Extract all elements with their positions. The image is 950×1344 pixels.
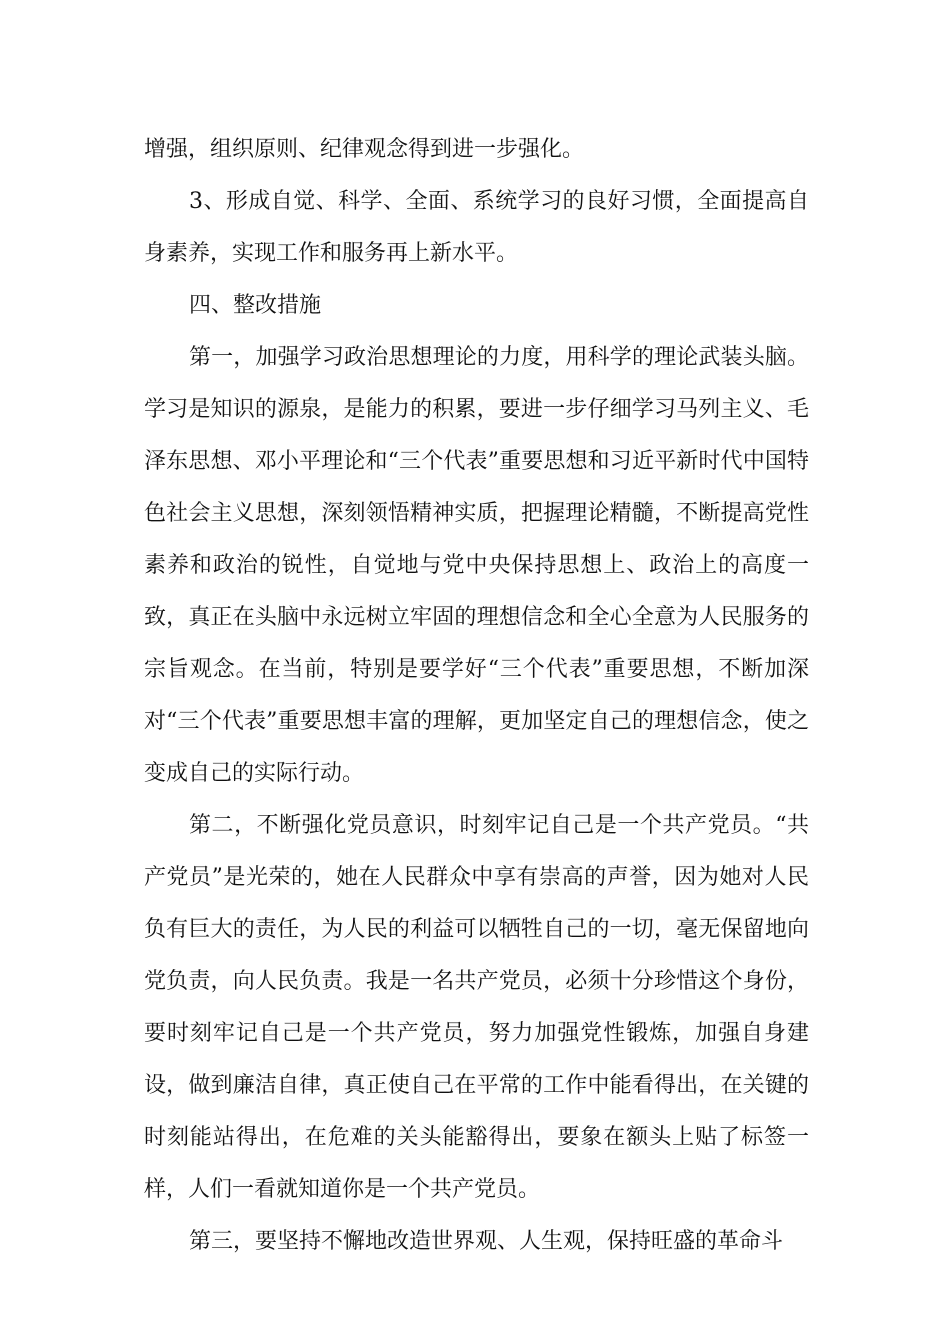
document-body	[144, 124, 809, 1268]
section-heading-measures: 四、整改措施	[189, 293, 322, 318]
paragraph-measure-2: 第二，不断强化党员意识，时刻牢记自己是一个共产党员。“共产党员”是光荣的，她在人民群众中享有崇高的声誉，因为她对人民负有巨大的责任，为人民的利益可以牺牲自己的一切，毫无保留地向党负责，向人民负责。我是一名共产党员，必须十分珍惜这个身份，要时刻牢记自己是一个共产党员，努力加强党性锻炼，加强自身建设，做到廉洁自律，真正使自己在平常的工作中能看得出，在关键的时刻能站得出，在危难的关头能豁得出，要象在额头上贴了标签一样，人们一看就知道你是一个共产党员。	[144, 813, 809, 1202]
paragraph-measure-3: 第三，要坚持不懈地改造世界观、人生观，保持旺盛的革命斗	[189, 1229, 784, 1254]
paragraph-measure-1: 第一，加强学习政治思想理论的力度，用科学的理论武装头脑。学习是知识的源泉，是能力的积累，要进一步仔细学习马列主义、毛泽东思想、邓小平理论和“三个代表”重要思想和习近平新时代中国特色社会主义思想，深刻领悟精神实质，把握理论精髓，不断提高党性素养和政治的锐性，自觉地与党中央保持思想上、政治上的高度一致，真正在头脑中永远树立牢固的理想信念和全心全意为人民服务的宗旨观念。在当前，特别是要学好“三个代表”重要思想，不断加深对“三个代表”重要思想丰富的理解，更加坚定自己的理想信念，使之变成自己的实际行动。	[144, 345, 809, 786]
paragraph-continuation: 增强，组织原则、纪律观念得到进一步强化。	[144, 137, 585, 162]
paragraph-item-3: 3、形成自觉、科学、全面、系统学习的良好习惯，全面提高自身素养，实现工作和服务再上新水平。	[144, 189, 809, 266]
